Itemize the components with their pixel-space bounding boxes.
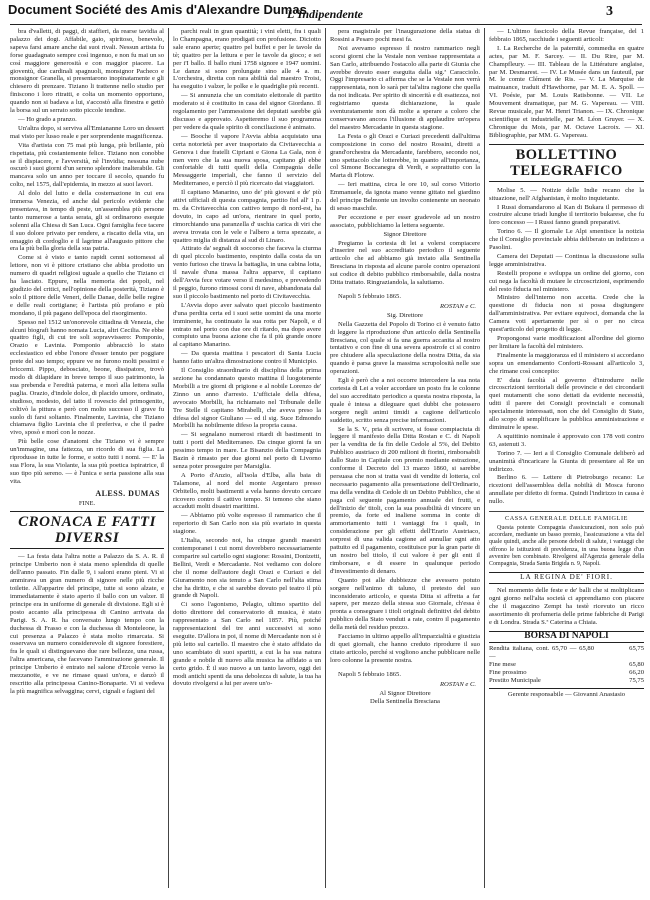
paragraph: — Ieri mattina, circa le ore 10, sul corso Vittorio Emmanuele, da ignota mano venne gittato nel giardino del principe Belmonte un involto contenente un neonato di sesso maschile. — [330, 181, 480, 212]
paragraph: Noi avevamo espresso il nostro rammarico negli scorsi giorni che la Vestale non venisse rappresentata a San Carlo, attribuendo l'ostacolo alla parte di Giunia che avrebbe dovuto esser eseguita dalla sig.ª Caracciolo. Oggi l'impresario ci afferma che se la Vestale non verrà rappresentata, non lo sarà per tal'altra ragione che quella da noi indicata. Per spirito di sincerità e di esattezza, noi registriamo questa dichiarazione, la quale sventuratamente non dà molte a sperare a coloro che conservavano ancora l'illusione di applaudire un'opera del maestro Mercadante in questa stagione. — [330, 44, 480, 131]
paragraph: Per eccezione e per esser gradevole ad un nostro associato, pubblichiamo la lettera seguente. — [330, 213, 480, 229]
borsa-label: Rendita italiana, cont. 65,70 — 65,80 — — [489, 644, 594, 660]
paragraph: Il Consiglio straordinario di disciplina della prima sezione ha condannato questo mattina il luogotenente Morbilli a tre giorni di prigione e al nobile Lorenzo de' Zinno un anno d'arresto. L'ufficiale della difesa, avvocato Morbilli, ha richiamato nel Tribunale delle Tre Stelle il capitano Mirabelli, che aveva preso la difesa del signor Giuliano — ed il sig. Suce Edmondo Morbilli ha nobilmente difeso la propria causa. — [173, 367, 321, 430]
paragraph: L'Avvia dopo aver salvato quei piccolo bastimento d'una perdita certa ed i suoi sette uomini da una morte imminente, ha continuato la sua rotta per Napoli, e d entrato nel porto con due ore di ritardo, ma dopo avere compiuto una buona azione che fa il più grande onore al capitano Manarino. — [173, 301, 321, 349]
site-title: Document Société des Amis d'Alexandre Dumas — [8, 2, 307, 17]
paragraph: Finalmente la maggioranza ed il ministero si accordano sopra un emendamento Conforti-Rossani all'articolo 3, che rimane così concepito: — [489, 351, 644, 375]
paragraph: I Russi domandarono al Kan di Bukara il permesso di costruire alcune triadi lunghe il territorio bukarese, che fu loro concesso — I Russi fanno grandi preparativi. — [489, 203, 644, 227]
borsa-label: Fine mese — [489, 660, 516, 668]
cronaca-body — [10, 553, 164, 695]
paragraph: Torino 7. — Ieri a il Consiglio Comunale deliberò ad unanimità d'incaricare la Giunta di presentare al Re un indirizzo. — [489, 449, 644, 473]
borsa-value: 65,80 — [629, 660, 644, 668]
paragraph: A Porto d'Anzio, all'isola d'Elba, alla baia di Talamone, al nord del monte Argentaro presso Orbitello, molti bastimenti a vela hanno dovuto cercare ricovero contro il cattivo tempo. Si temono che siano accaduti molti disastri marittimi. — [173, 471, 321, 511]
paragraph: Al Signor Direttore — [379, 689, 431, 697]
column-divider — [325, 28, 326, 888]
paragraph: Signor Direttore — [383, 230, 427, 238]
column-1-body — [10, 28, 164, 486]
review-contents — [489, 28, 644, 140]
paragraph: — Ho grado a pranzo. — [18, 115, 77, 123]
paragraph: Se la S. V., pria di scrivere, si fosse compiaciuta di leggere il manifesto della Ditta Rostan e C. di Napoli per la vendita de fa fin delle Cedole al 5%, del Debito Pubblico austriaco di 200 milioni di fiorini, rimborsabili dallo Stato in Capitale con premio mediante estrazione, conforme il Decreto del 13 marzo 1860, si sarebbe persuasa che non si tratta vasi di vendite di lotteria, col necessario pagamento alla presentazione dell'Ordinario, ma della vendita di Cedole di un Debito Pubblico, che si paga col seguente pagamento annuale dei frutti, e dell'inizio de' titoli, con la sua possibilità di vincere un premio, da forte ed inaliene somma in conte di ammortamento tutti i vantaggi fra i quali, in considerazione per gli effetti dell'Erario Austriaco, sorpresi di una valida cagione ad annullar ogni atto pattuito ed il pagamento, costituisce pur la gran parte di un nostro bel titolo, il cui valore è per gli enti il rimborsare, e di essere in qualunque periodo d'investimento di denaro. — [330, 425, 480, 575]
borsa-row — [489, 645, 644, 661]
paragraph: Propongonsi varie modificazioni all'ordine del giorno per limitare la facoltà del ministero. — [489, 335, 644, 350]
paragraph: — Si annunzia che un comitato elettorale di partito moderato si è costituito in casa del signor Giordano. Il regolamento per l'ammessione dei deputati sarebbe già discusso e approvato. Aspetteremo il suo programma per vedere da quale spirito di conciliazione è animato. — [173, 92, 321, 131]
column-2 — [173, 28, 321, 888]
telegraph-body — [489, 187, 644, 506]
column-3-body — [330, 28, 480, 706]
column-divider — [484, 28, 485, 888]
paragraph: — Da questa mattina i pescatori di Santa Lucia hanno fatto un'altra dimostrazione contro il Municipio. — [173, 350, 321, 366]
cronaca-section-title: CRONACA E FATTI DIVERSI — [10, 511, 164, 549]
paragraph: parchi reali in gran quantità; i vini eletti, fra i quali lo Champagna, erano prodigati con profusione. Diciotto sale erano aperte; quattro pel buffet e per le tavole da tè; quattro per la lettura e per le tavole da gioco; e sei per i'I ballo. Il ballo riunì 1758 signore e 1947 uomini. Le danze si sono prolungate sino alle 4 a. m. L'orchestra, diretta con rara abilità dal maestro Troisi, ha eseguito i valzer, le polke e le quadriglie più recenti. — [173, 28, 321, 91]
borsa-table — [489, 645, 644, 685]
paragraph: Quanto poi alle dubbiezze che avessero potuto sorgere nell'animo di taluno, il pretesto del suo inconsiderato articolo, e questa Ditta si affretta a far sapere, per mezzo della stessa suo Giornale, ch'essa è pronta a consegnare i titoli originali definitivi del debito pubblico della Stato venduti a rate, contro il pagamento della metà del residuo prezzo. — [330, 576, 480, 632]
paragraph: ROSTAN e C. — [440, 680, 476, 688]
paragraph: Come si è visto e tanto rapidi cenni sottomessi al lettore, non vi è pittore cristiano che abbia prodotto un numero di quadri rellgiosi uguale a quello che Tiziano ci ha lasciato. Eppure, nella memoria dei popoli, nel giudizio del critici, nell'opinione della posterità, Tiziano è solo il pittore delle Veneri, delle Danae, delle belle regine e delle reali cortigiane; è l'artista più profano e più mondano, il più pagano dell'epoca del risorgimento. — [10, 254, 164, 317]
borsa-label: Fine prossimo — [489, 668, 527, 676]
paragraph: Facciamo in ultimo appello all'imparzialità e giustizia di quei giornali, che hanno creduto riprodurre il suo citato articolo, perché si vogliono anche pubblicare nelle loro colonne la presente nostra. — [330, 633, 480, 664]
borsa-row — [489, 677, 644, 685]
paragraph: ROSTAN e C. — [440, 302, 476, 310]
borsa-value: 66,20 — [629, 668, 644, 676]
paragraph: Della Sentinella Bresciana — [370, 698, 440, 706]
paragraph: Ministro dell'interno non accetta. Crede che la questione di fiducia non si possa disgiungere dall'amministrativa. Per evitare equivoci, domanda che la Camera voti apertamente per sì o per no circa quest'articolo del progetto di legge. — [489, 294, 644, 334]
column-4 — [489, 28, 644, 888]
page-number: 3 — [606, 4, 613, 19]
paragraph: bra d'valletti, di paggi, di staffieri, da rearse tavidia al palazzo dei dogi. Affabile, gaio, spiritoso, benevolo, sapeva farsi amare anche dai suoi rivali. Nessun artista fu forse guadagnato sempre così ingenuo, e non fu mai un so così maggiore generosità e con maggior piacere. La gioventù, due cardinali spagnuoli, monsignor Pacheco e monsignor Granella, si presentarono inopinatamente e gli chiesero di prenzare. Tiziano li trattenne nello studio per finiscono i loro ritratti, e colta un momento opportuno, quando non si badava a lui, s'accostò alla finestra e gettò la borsa sul un serrato sotto piccole tendine. — [10, 28, 164, 115]
paragraph: E' data facoltà al governo d'introdurre nelle circoscrizioni territoriali delle provincie e dei circondarii quei mutamenti che sono dettati da evidente necessità, uditi il parere dei Consigli provinciali e comunali specialmente interessati, non che del Consiglio di Stato, allo scopo di semplificare la pubblica amministrazione e diminuire le spese. — [489, 376, 644, 431]
cassa-advert: Questa potente Compagnia d'assicurazioni, non solo può accordare, mediante un basso premio, l'assicurazione a vita del quale quindi, anche alle persone deboli di salute, i vantaggi che offrono le istituzioni di previdenza, in una buona legge d'un avvenire ben combinato. Rivolgersi all'Agenzia generale della Compagnia, Strada Santa Brigida n. 9, Napoli. — [489, 524, 644, 567]
borsa-heading: BORSA DI NAPOLI — [489, 631, 644, 643]
header-rule — [10, 24, 642, 25]
paragraph: — La festa data l'altra notte a Palazzo da S. A. R. il principe Umberto non è stata meno splendida di quelle dell'anno passato. Fin dalle 9, i saloni erano pieni. Vi si ammirava un gran numero di signore nelle più ricche toilette. All'apparire del principe, tutte si sono alzate, e immediatamente è stato aperto il ballo con un valzer. Il principe era in uniforme di generale di divisione. Egli si è posto accanto alla principessa di Canino arrivata da Parigi. S. A. R. ha conversato lungo tempo con la duchessa di Frasso e con la duchessa di Monteleone, la cui presenza a Palazzo è stata molto rimarcata. Si osservava un numero considerevole di signore forestiere, fra le quali si distinguevano due rare bellezze, una russa, l'altra americana, che facevano l'ammirazione generale. Il principe Umberto è entrato nel salone d'Ercole verso la mezzanotte, e ve ne rimase quasi un'ora, e danzò il rescritto alla principessa Canino-Bonaparte. Vi si vedeva la più magnifica selvaggina; cervi, cignali e fagiani del — [10, 553, 164, 695]
paragraph: Camera dei Deputati — Continua la discussione sulla legge amministrativa. — [489, 252, 644, 268]
paragraph: Berlino 6. — Lettere di Pietroburgo recano: Le ricezioni dell'assemblea della nobiltà di Mosca furono annullate per difetto di forma. Quindi l'indirizzo in causa è nullo. — [489, 474, 644, 506]
regina-advert: Nel momento delle feste e de' balli che si moltiplicano ogni giorno nell'alta società ci apprendiamo con piacere che il magazzino Zempt ha testè ricevuto un ricco assortimento di profumeria delle prime fabbriche di Parigi e di Londra. Strada S.ª Caterina a Chiaia. — [489, 587, 644, 626]
paragraph: — L'ultimo fascicolo della Revue française, del 1 febbraio 1865, racchiude i seguenti articoli: — [489, 28, 644, 43]
paragraph: Il capitano Manarino, uno de' più giovani e de' più attivi ufficiali di questa compagnia, partito fiel all' 1 p. m. da Civitavecchia con cattivo tempo di nord-est, ha dovuto, in capo ad un'ora, rientrare in quel porto, rimorchiando una paranzella d' uschia carica di viri che aveva trovata con le vele e l'albero a terra spezzate, a quattro miglia di distanza al sud di Linaro. — [173, 189, 321, 244]
paragraph: Sig. Direttore — [387, 311, 423, 319]
paragraph: Napoli 5 febbraio 1865. — [338, 293, 401, 300]
paragraph: Nella Gazzetta del Popolo di Torino ci è venuto fatto di leggere la riproduzione d'un articolo della Sentinella Bresciana, col quale si fa una guerra accanita al nostro tentativo e con fine di una severa apostrofe ci si contro pre chiudere alla speculazione della nostra Ditta, da sia quando è parsa grave la massima scrupolosità nelle sue operazioni. — [330, 320, 480, 376]
author-signature: ALESS. DUMAS — [95, 488, 160, 498]
paragraph: pera magistrale per l'inaugurazione della statua di Rossini a Pesaro pochi mesi fa. — [330, 28, 480, 43]
column-3 — [330, 28, 480, 888]
paragraph: Restelli propone e sviluppa un ordine del giorno, con cui nega la facoltà di mutare le circoscrizioni, esprimendo del resto fiducia nel ministero. — [489, 269, 644, 293]
borsa-value: 65,75 — [629, 644, 644, 652]
page-header — [0, 0, 650, 26]
paragraph: Un'altra dopo, si serviva all'Emiananne Loro un dessert mai visto per lusso reale e per sorprendente magnificenza. — [10, 124, 164, 140]
paragraph: La Festa o gli Orazi e Curiazi precedenti dall'ultima composizione in corso del nostro Rossini, diretti a grand'orchestra da Mercadante, farebbero, secondo noi, uno spettacolo che lotterebbe, in quanto all'importanza, col Simone Boccanegra di Verdi, e soprattutto con la Marta di Flotow. — [330, 132, 480, 180]
paragraph: L'Italia, secondo noi, ha cinque grandi maestri contemporanei i cui nomi dovrebbero necessariamente comparire sul cartello ogni stagione: Rossini, Donizetti, Bellini, Verdi e Mercadante. Noi vediamo con dolore che il nome dell'autore degli Orazi e Curiazi e del Giuramento non sia tenuto a San Carlo nell'alta stima che ha diritto, e che si sarebbe dovuto pel teatro il più grande di Napoli. — [173, 537, 321, 600]
paragraph: Molise 5. — Notizie delle Indie recano che la situazione, nell' Afghanistan, è molto inquietante. — [489, 186, 644, 202]
borsa-row — [489, 661, 644, 669]
paragraph: Vita d'artista con 75 mai più lunga, più brillante, più rispettata, più costantemente felice. Tiziano non conobbe se il dispiacere, e l'avversità, nè l'invidia; nessuna nube oscurò i suoi giorni d'un sereno splendore inalterabile. Gli mancava solo un anno per toccare il secolo, quando fu colto, nel 1575, dall'epidemia, in mezzo ai suoi lavori. — [10, 141, 164, 189]
paragraph: — Booche il vapore l'Avvia abbia acquistato una certa notorietà per aver trasportato da Civitavecchia a Genova i due fratelli Cipriani e Giona La Gala, non è men vero che la sua nuova sposa, capitano gli ebbe confortable di tutti quelli della Compagnia delle Messaggerie imperiali, che fanno il servizio del Mediterraneo, e perciò il più ricercato dai viaggiatori. — [173, 132, 321, 188]
paragraph: Spesso nel 1512 un'onorevole cittadina di Venezia, che alcuni biografi hanno nomata Lucia, altri Cecilia. Ne ebbe quattro figli, di cui tre soli sopravvissero: Pomponio, Orazio e Lavinia. Pomponio abbracciò lo stato ecclesiastico ed ebbe l'onore d'esser tenuto per poggiare prete del suo tempo; eppure ve ne furono molti pessimi e briccemi. Pippo, debosciato, beone, dissipatore, trovò modo di dilapidare in breve tempo il suo patrimonio, la sua prebenda e l'eredità paterna, e morì alla lettera sulla paglia. Orazio, d'indole dolce, di placido umore, ordinato, studioso, modesto, del tatto il rovescio del primogenito, coltivò la pittura e però con molto successo il grave fu suolo di farsi soltanto. Finalmente, Lavinia, che Tiziano chiamava figlio Lavinia che il preferiva, e che il padre vivo, sposò e morì con le nozze. — [10, 318, 164, 437]
paragraph: Più belle cose d'anatomi che Tiziano vi è sempre un'immagine, una fattezza, un ricordo di sua figlia. La riprodusse in tutte le forme, e sotto tutti i nomi. — E' la sua Flora, la sua Violante, la sua più poetica ispiratrice, il suo tipo più sereno. — è l'unica e seria passione alla sua vita. — [10, 438, 164, 485]
regina-heading: LA REGINA DE' FIORI. — [489, 572, 644, 584]
paragraph: — Abbiamo più volte espresso il rammarico che il repertorio di San Carlo non sia più svariato in questa stagione. — [173, 512, 321, 536]
column-divider — [168, 28, 169, 888]
newspaper-name: L'Indipendente — [287, 7, 364, 21]
paragraph: Attirato da' segnali di soccorso che faceva la ciurma di quel piccolo bastimento, respinto dalla costa da un vento furioso che tirava la battaglia, in una cabina lotta, il navale d'una massa l'altra apparve, il capitano dell'Avvia fece votare verso il medesimo, e prevedendo il peggio, furono rimossi corsi di nave, abbandonata dal suo il piccolo bastimento nel porto di Civitavecchia. — [173, 245, 321, 300]
paragraph: A squittinio nominale è approvato con 178 voti contro 63, astenuti 3. — [489, 432, 644, 448]
borsa-label: Prestito Municipale — [489, 676, 541, 684]
paragraph: Napoli 5 febbraio 1865. — [338, 670, 401, 678]
borsa-row — [489, 669, 644, 677]
telegraph-section-title: BOLLETTINO TELEGRAFICO — [489, 144, 644, 182]
newspaper-page — [10, 28, 644, 888]
paragraph: — Si segnalano numerosi ritardi di bastimenti in tutti i porti del Mediterraneo. Da cinque giorni fa un pessimo tempo in mare. Le Bisanzio della Compagnia Bazin è rimasto per due giorni nel porto di Livorno senza poter proseguire per Marsiglia. — [173, 431, 321, 470]
column-2-body — [173, 28, 321, 688]
paragraph: Pregiamo la cortesia di lei a volersi compiacere d'inserire nel suo accreditato periodico il seguente articolo che ad abbiamo già inviato alla Sentinella Bresciana in risposta ad alcune parole contro operazioni sui codice di debito pubblico rimborsabile, dalla nostra Ditta trattato. Ringraziandola, la salutiamo. — [330, 239, 480, 287]
column-1 — [10, 28, 164, 888]
end-mark: FINE. — [78, 499, 96, 507]
paragraph: Egli è però che a noi occorre intercedere la sua nota cortesia di Lei a voler accordare un posto fra le colonne del suo accreditato periodico a questa nostra risposta, la quale è intesa a dileguare quei dubbi che potessero sorgere negli animi timidi a cagione dell'articolo suddetto, scritto senza precise informazioni. — [330, 377, 480, 424]
paragraph: Al dolo del lutto e della costernazione in cui era immersa Venezia, ed anche dal pericolo evidente che presentava, in tempo di peste, un'assemblea più persone tanto numerose a tanta serata, gli si ordinarono esequie solenni alla Chiesa di San Luca. Ogni famiglia fece tacere il suo dolore privato per rendere, a riscatto della vita, un omaggio di cordoglio e il lagrime all'augusto pittore che era la più bella gloria della sua patria. — [10, 190, 164, 253]
borsa-value: 75,75 — [629, 676, 644, 684]
paragraph: I. La Recherche de la paternité, commedia en quatre actes, par M. F. Sarcey. — II. Du Rire, par M. Champfleury. — III. Tableau de la Littérature anglaise, par M. Desmarest. — IV. Le Musée dans un fauteuil, par M. le comte Clément de Ris. — V. La Marquise de mainuance, traduit d'Hawthorne, par M. E. A. Spoll. — VI. Poésie, par M. Louis Ratisbonne. — VII. Le Mouvement dramatique, par M. G. Vapereau. — VIII. Revue musicale, par M. Henri Trianon. — IX. Chronique scientifique et industrielle, par M. Léon Gruyer. — X. Chronique du Mois, par M. Octave Lacroix. — XI. Bibliographie, par MM. G. Vapereau. — [489, 44, 644, 139]
gerente-line: Gerente responsabile — Giovanni Anastasio — [489, 688, 644, 699]
cassa-heading: CASSA GENERALE DELLE FAMIGLIE — [489, 511, 644, 523]
paragraph: Ci sono l'agonismo, Pelagio, ultimo spartito del dotto direttore del conservatorio di musica, è stato rappresentato a San Carlo nel 1857. Più, poiché rappresentazioni del tre anni successivi si sono eseguite. D'allora in poi, il nome di Mercadante non si è più letto sul cartello. Il maestro che è stato affidato da uno scambiato di suoi spartiti, a cui la ha sua natura grande e nobile di nuovo alla musica ha affidato a un certo grido. È il suo nuovo a un tanto lavoro, oggi dei modi antichi spenti da una debolezza di salute, la tua ha dovuto rivolgersi a lui per avere un'o- — [173, 601, 321, 688]
paragraph: Torino 6. — Il giornale Le Alpi smentisce la notizia che il Consiglio provinciale abbia deliberato un indirizzo a Pasolini. — [489, 228, 644, 252]
